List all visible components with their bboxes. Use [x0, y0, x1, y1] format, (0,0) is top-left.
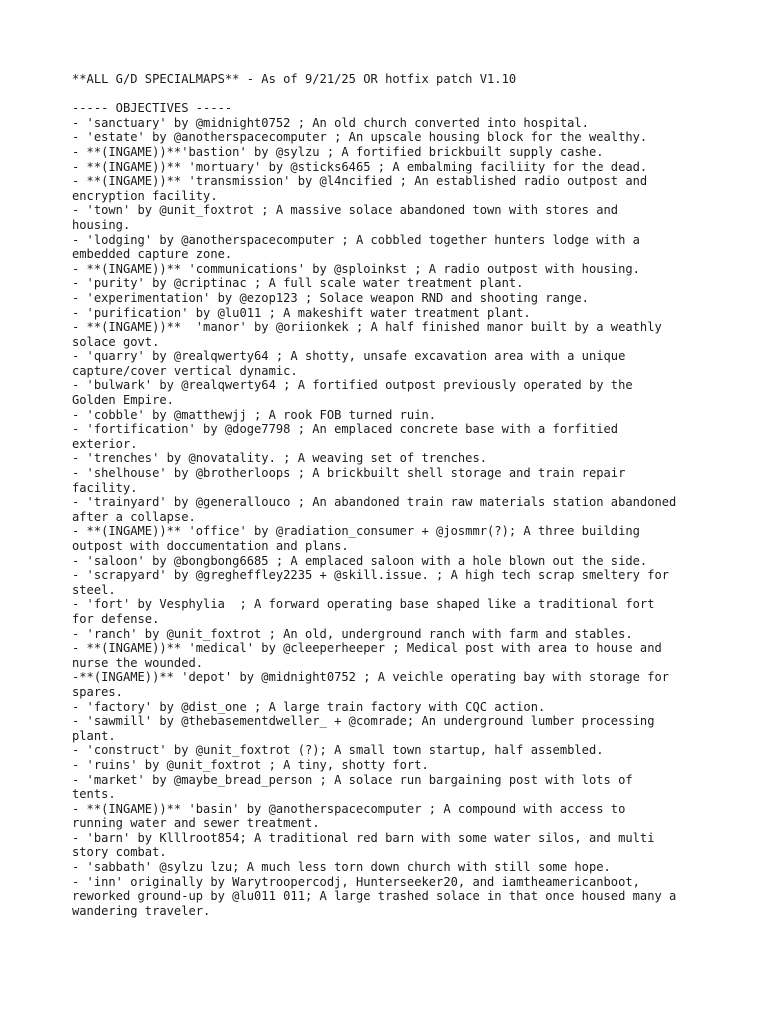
objective-line: -**(INGAME))** 'depot' by @midnight0752 ; A veichle operating bay with storage for	[72, 670, 670, 685]
objective-line: - 'sawmill' by @thebasementdweller_ + @comrade; An underground lumber processing	[72, 714, 655, 729]
objective-line: - 'ranch' by @unit_foxtrot ; An old, underground ranch with farm and stables.	[72, 626, 633, 641]
objective-line: - 'cobble' by @matthewjj ; A rook FOB turned ruin.	[72, 407, 437, 422]
objective-line: - 'saloon' by @bongbong6685 ; A emplaced saloon with a hole blown out the side.	[72, 553, 648, 568]
objective-line: embedded capture zone.	[72, 247, 233, 262]
objective-line: Golden Empire.	[72, 393, 174, 408]
objective-line: - 'experimentation' by @ezop123 ; Solace weapon RND and shooting range.	[72, 290, 589, 305]
objective-line: tents.	[72, 787, 116, 802]
objective-line: - **(INGAME))** 'mortuary' by @sticks6465 ; A embalming faciliity for the dead.	[72, 159, 648, 174]
objective-line: - **(INGAME))** 'transmission' by @l4ncified ; An established radio outpost and	[72, 174, 648, 189]
objective-line: solace govt.	[72, 334, 160, 349]
objective-line: encryption facility.	[72, 188, 218, 203]
objective-line: - 'trainyard' by @generallouco ; An abandoned train raw materials station abandoned	[72, 495, 677, 510]
objective-line: - **(INGAME))**'bastion' by @sylzu ; A fortified brickbuilt supply cashe.	[72, 144, 604, 159]
objective-line: - 'purity' by @criptinac ; A full scale water treatment plant.	[72, 276, 524, 291]
objective-line: - 'market' by @maybe_bread_person ; A solace run bargaining post with lots of	[72, 772, 633, 787]
objective-line: - 'construct' by @unit_foxtrot (?); A small town startup, half assembled.	[72, 743, 604, 758]
objective-line: reworked ground-up by @lu011 011; A large trashed solace in that once housed many a	[72, 889, 677, 904]
objective-line: - 'shelhouse' by @brotherloops ; A brickbuilt shell storage and train repair	[72, 466, 626, 481]
objective-line: capture/cover vertical dynamic.	[72, 363, 298, 378]
objective-line: outpost with doccumentation and plans.	[72, 539, 349, 553]
objective-line: steel.	[72, 582, 116, 597]
objective-line: exterior.	[72, 436, 138, 451]
objective-line: - **(INGAME))** 'medical' by @cleeperheeper ; Medical post with area to house and	[72, 641, 662, 656]
objective-line: - 'sanctuary' by @midnight0752 ; An old church converted into hospital.	[72, 115, 589, 130]
objective-line: - 'purification' by @lu011 ; A makeshift water treatment plant.	[72, 305, 531, 320]
objective-line: running water and sewer treatment.	[72, 816, 320, 831]
objective-line: - 'factory' by @dist_one ; A large train factory with CQC action.	[72, 699, 546, 714]
section-header: ----- OBJECTIVES -----	[72, 101, 233, 116]
objective-line: - **(INGAME))** 'communications' by @sploinkst ; A radio outpost with housing.	[72, 261, 640, 276]
objective-line: nurse the wounded.	[72, 655, 204, 670]
objective-line: for defense.	[72, 611, 160, 626]
objective-line: - 'sabbath' @sylzu lzu; A much less torn down church with still some hope.	[72, 860, 611, 875]
objective-line: - 'quarry' by @realqwerty64 ; A shotty, unsafe excavation area with a unique	[72, 349, 626, 364]
objective-line: spares.	[72, 684, 123, 699]
objective-line: - 'fortification' by @doge7798 ; An emplaced concrete base with a forfitied	[72, 422, 619, 437]
objectives-list	[72, 116, 712, 919]
objective-line: - 'scrapyard' by @gregheffley2235 + @skill.issue. ; A high tech scrap smeltery for	[72, 568, 670, 583]
document-title: **ALL G/D SPECIALMAPS** - As of 9/21/25 OR hotfix patch V1.10	[72, 72, 517, 86]
objective-line: - **(INGAME))** 'office' by @radiation_consumer + @josmmr(?); A three building	[72, 524, 640, 539]
objective-line: - 'estate' by @anotherspacecomputer ; An upscale housing block for the wealthy.	[72, 130, 648, 145]
objective-line: facility.	[72, 480, 138, 495]
objective-line: housing.	[72, 217, 131, 232]
blank-line	[72, 87, 712, 102]
objective-line: - **(INGAME))** 'basin' by @anotherspacecomputer ; A compound with access to	[72, 801, 626, 816]
objective-line: - 'barn' by Klllroot854; A traditional red barn with some water silos, and multi	[72, 830, 655, 845]
objective-line: - 'inn' originally by Warytroopercodj, Hunterseeker20, and iamtheamericanboot,	[72, 874, 640, 889]
objective-line: - 'lodging' by @anotherspacecomputer ; A cobbled together hunters lodge with a	[72, 232, 640, 247]
objective-line: wandering traveler.	[72, 903, 211, 918]
objective-line: - 'ruins' by @unit_foxtrot ; A tiny, shotty fort.	[72, 757, 429, 772]
objective-line: story combat.	[72, 845, 167, 860]
objective-line: - 'fort' by Vesphylia ; A forward operating base shaped like a traditional fort	[72, 597, 655, 612]
objective-line: - 'trenches' by @novatality. ; A weaving set of trenches.	[72, 451, 488, 466]
objective-line: - 'town' by @unit_foxtrot ; A massive solace abandoned town with stores and	[72, 203, 619, 218]
objective-line: plant.	[72, 728, 116, 743]
objective-line: - 'bulwark' by @realqwerty64 ; A fortified outpost previously operated by the	[72, 378, 633, 393]
document-page	[72, 72, 712, 918]
objective-line: after a collapse.	[72, 509, 196, 524]
objective-line: - **(INGAME))** 'manor' by @oriionkek ; A half finished manor built by a weathly	[72, 320, 662, 335]
